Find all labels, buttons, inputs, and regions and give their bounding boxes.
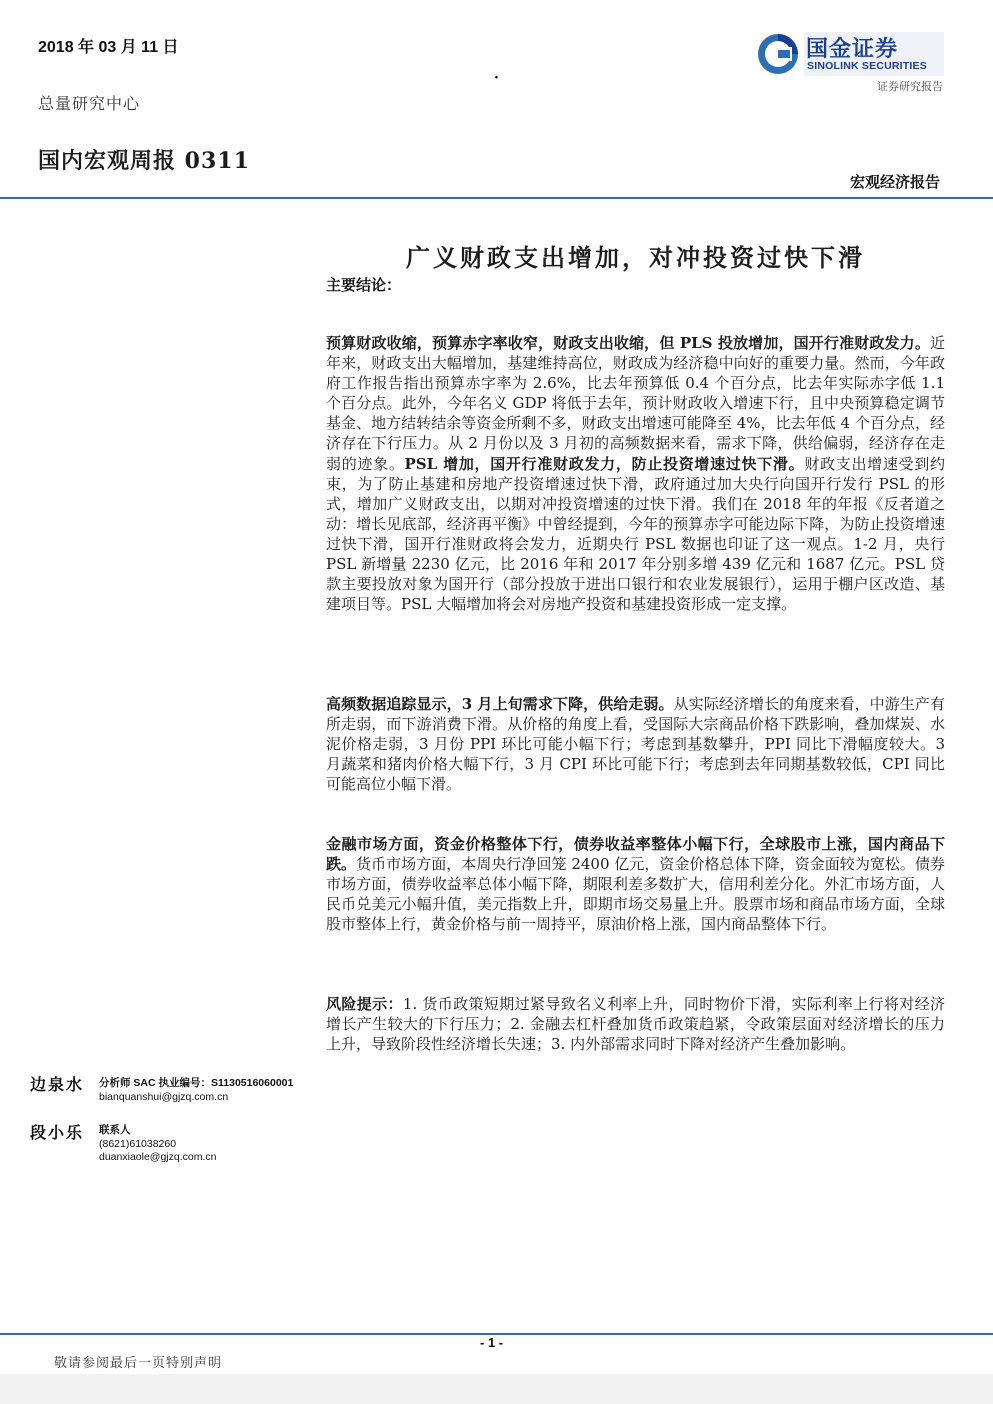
analyst-name: 边泉水	[30, 1075, 85, 1094]
paragraph-body: 近年来，财政支出大幅增加，基建维持高位，财政成为经济稳中向好的重要力量。然而，今年政府工作报告指出预算赤字率为 2.6%，比去年预算低 0.4 个百分点，比去年实际赤字低 1.1 个百分点。此外，今年名义 GDP 将低于去年，预计财政收入增速下行，且中央预算稳定调节基金、地方结转结余等资金所剩不多，财政支出增速可能降至 4%，比去年低 4 个百分点，经济存在下行压力。从 2 月份以及 3 月初的高频数据来看，需求下降，供给偏弱，经济存在走弱的迹象。	[326, 334, 945, 473]
paragraph-body: 货币市场方面，本周央行净回笼 2400 亿元，资金价格总体下降，资金面较为宽松。债券市场方面，债券收益率总体小幅下降，期限利差多数扩大，信用利差分化。外汇市场方面，人民币兑美元小幅升值，美元指数上升，即期市场交易量上升。股票市场和商品市场方面，全球股市整体上行，黄金价格与前一周持平，原油价格上涨，国内商品整体下行。	[326, 855, 945, 934]
paragraph-lead: 风险提示：	[326, 995, 403, 1013]
contact-role: 联系人	[99, 1124, 131, 1136]
conclusion-paragraph-fiscal	[326, 333, 945, 614]
department-name: 总量研究中心	[38, 94, 141, 113]
paragraph-body: 财政支出增速受到约束，为了防止基建和房地产投资增速过快下滑，政府通过加大央行向国开行发行 PSL 的形式，增加广义财政支出，以期对冲投资增速的过快下滑。我们在 2018 年的年报《反者道之动：增长见底部，经济再平衡》中曾经提到，今年的预算赤字可能边际下降，为防止投资增速过快下滑，国开行准财政将会发力，近期央行 PSL 数据也印证了这一观点。1-2 月，央行 PSL 新增量 2230 亿元，比 2016 年和 2017 年分别多增 439 亿元和 1687 亿元。PSL 贷款主要投放对象为国开行（部分投放于进出口银行和农业发展银行），运用于棚户区改造、基建项目等。PSL 大幅增加将会对房地产投资和基建投资形成一定支撑。	[326, 454, 945, 614]
conclusions-label: 主要结论：	[326, 276, 402, 294]
company-name-cn: 国金证券	[806, 37, 899, 62]
analyst-role: 分析师 SAC 执业编号：S1130516060001	[99, 1077, 294, 1089]
contact-info	[99, 1124, 216, 1165]
company-name-en: SINOLINK SECURITIES	[807, 60, 927, 72]
paragraph-body: 1. 货币政策短期过紧导致名义利率上升，同时物价下滑，实际利率上行将对经济增长产生较大的下行压力；2. 金融去杠杆叠加货币政策趋紧，令政策层面对经济增长的压力上升，导致阶段性经济增长失速；3. 内外部需求同时下降对经济产生叠加影响。	[326, 995, 945, 1054]
report-type: 宏观经济报告	[849, 173, 940, 191]
page-bottom-band	[0, 1374, 993, 1404]
contact-phone: (8621)61038260	[99, 1137, 177, 1150]
page-number: - 1 -	[480, 1335, 504, 1350]
contact-email[interactable]: duanxiaole@gjzq.com.cn	[99, 1151, 217, 1163]
header-divider	[0, 197, 993, 199]
decorative-dot: ·	[494, 70, 499, 86]
paragraph-lead: PSL 增加，国开行准财政发力，防止投资增速过快下滑。	[404, 454, 805, 473]
analyst-email[interactable]: bianquanshui@gjzq.com.cn	[99, 1090, 229, 1103]
conclusion-paragraph-risk	[326, 994, 945, 1054]
conclusion-paragraph-highfreq	[326, 694, 945, 794]
disclaimer-note: 敬请参阅最后一页特别声明	[54, 1356, 223, 1371]
main-headline: 广义财政支出增加，对冲投资过快下滑	[406, 243, 865, 272]
report-category-label: 证券研究报告	[877, 80, 943, 93]
report-date: 2018 年 03 月 11 日	[38, 39, 179, 56]
paragraph-lead: 金融市场方面，资金价格整体下行，债券收益率整体小幅下行，全球股市上涨，国内商品下跌。	[326, 835, 945, 874]
paragraph-lead: 预算财政收缩，预算赤字率收窄，财政支出收缩，但 PLS 投放增加，国开行准财政发力。	[326, 334, 930, 352]
contact-name: 段小乐	[30, 1123, 85, 1142]
report-title: 国内宏观周报 0311	[38, 148, 250, 174]
paragraph-body: 从实际经济增长的角度来看，中游生产有所走弱，而下游消费下滑。从价格的角度上看，受国际大宗商品价格下跌影响，叠加煤炭、水泥价格走弱，3 月份 PPI 环比可能小幅下行；考虑到基数攀升，PPI 同比下滑幅度较大。3 月蔬菜和猪肉价格大幅下行，3 月 CPI 环比可能下行；考虑到去年同期基数较低，CPI 同比可能高位小幅下滑。	[326, 695, 945, 794]
paragraph-lead: 高频数据追踪显示，3 月上旬需求下降，供给走弱。	[326, 695, 674, 713]
analyst-info	[99, 1077, 293, 1104]
conclusion-paragraph-markets	[326, 834, 945, 934]
